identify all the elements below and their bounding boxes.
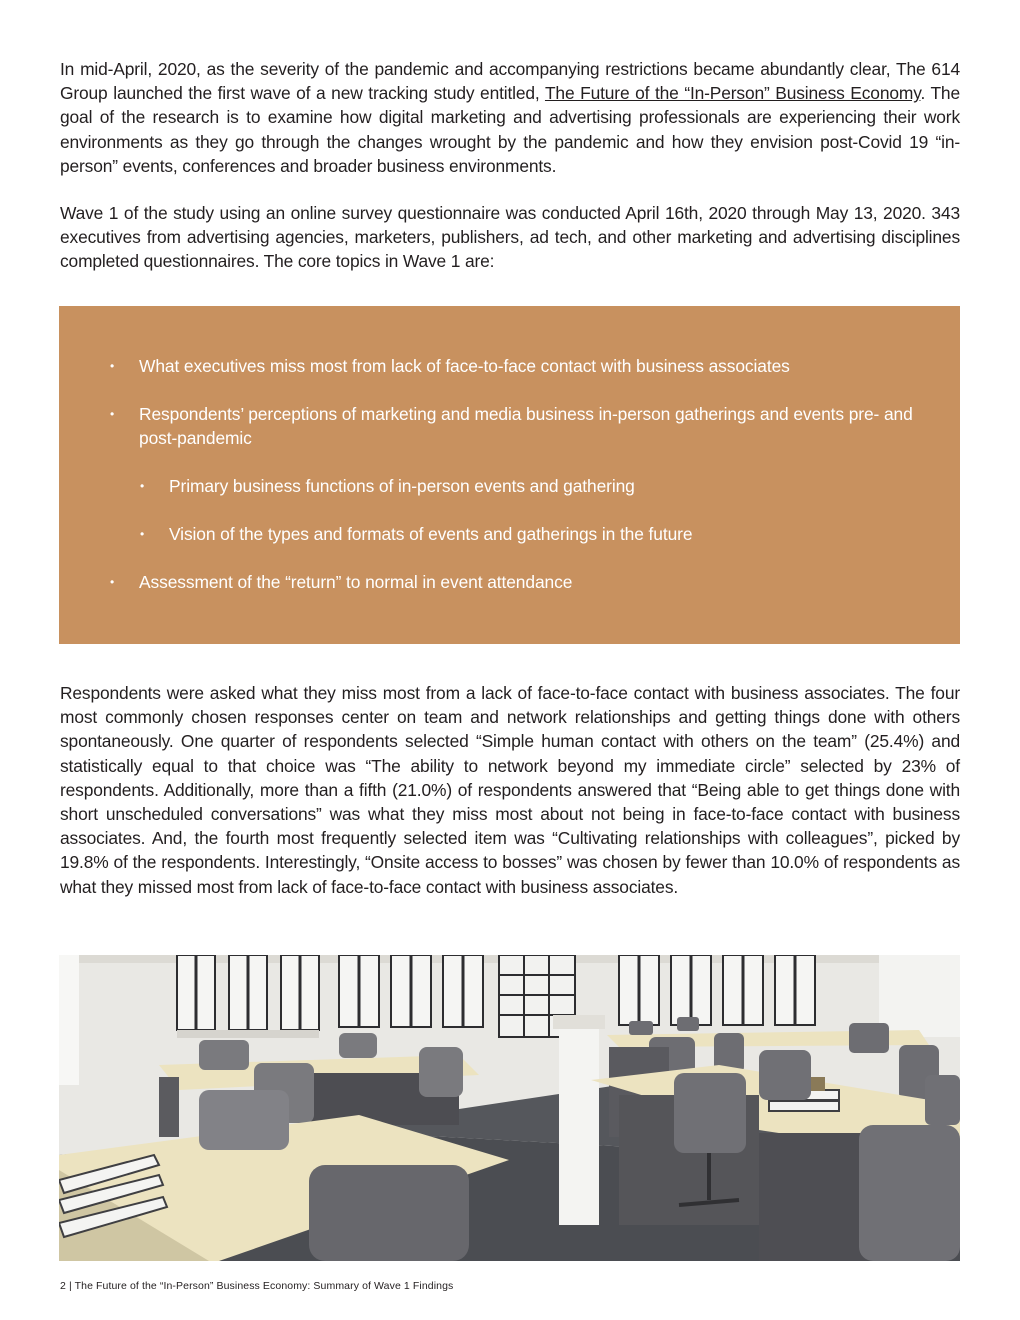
intro-paragraph [60, 57, 960, 178]
topic-sub-bullet-2 [140, 522, 929, 546]
bullet-dot: • [140, 527, 145, 541]
topic-text: Primary business functions of in-person events and gathering [169, 476, 635, 496]
topic-bullet-3 [110, 570, 939, 594]
topic-text: Assessment of the “return” to normal in event attendance [139, 572, 573, 592]
topic-bullet-1 [110, 354, 939, 378]
findings-paragraph: Respondents were asked what they miss most from a lack of face-to-face contact with business associates. The four most commonly chosen responses center on team and network relationships and getting things done with others spontaneously. One quarter of respondents selected “Simple human contact with others on the team” (25.4%) and statistically equal to that choice was “The ability to network beyond my immediate circle” selected by 23% of respondents. Additionally, more than a fifth (21.0%) of respondents answered that “Being able to get things done with short unscheduled conversations” was what they miss most about not being in face-to-face contact with business associates. And, the fourth most frequently selected item was “Cultivating relationships with colleagues”, picked by 19.8% of the respondents. Interestingly, “Onsite access to bosses” was chosen by fewer than 10.0% of respondents as what they missed most from lack of face-to-face contact with business associates. [60, 683, 960, 897]
topic-sub-bullet-1 [140, 474, 929, 498]
bullet-dot: • [110, 359, 115, 373]
page-footer: 2 | The Future of the “In-Person” Business Economy: Summary of Wave 1 Findings [60, 1280, 454, 1292]
intro-text-start: In mid-April, 2020, as the severity of the pandemic and accompanying restrictions became abundantly clear, The 614 Group launched the first wave of a new tracking study entitled, [60, 59, 960, 104]
bullet-dot: • [110, 407, 115, 421]
bullet-dot: • [110, 575, 115, 589]
bullet-dot: • [140, 479, 145, 493]
topic-text: What executives miss most from lack of face-to-face contact with business associates [139, 356, 790, 376]
intro-text-end: . The goal of the research is to examine how digital marketing and advertising professionals are experiencing their work environments as they go through the changes wrought by the pandemic and how they envision post-Covid 19 “in-person” events, conferences and broader business environments. [60, 83, 960, 176]
topic-text: Vision of the types and formats of events and gatherings in the future [169, 524, 693, 544]
topic-bullet-2 [110, 402, 939, 450]
topic-text: Respondents’ perceptions of marketing and media business in-person gatherings and events pre- and post-pandemic [139, 404, 913, 449]
study-title-link: The Future of the “In-Person” Business Economy [544, 83, 921, 104]
empty-office-illustration [59, 955, 960, 1261]
wave1-paragraph: Wave 1 of the study using an online survey questionnaire was conducted April 16th, 2020 through May 13, 2020. 343 executives from advertising agencies, marketers, publishers, ad tech, and other marketing and advertising disciplines completed questionnaires. The core topics in Wave 1 are: [60, 203, 960, 272]
